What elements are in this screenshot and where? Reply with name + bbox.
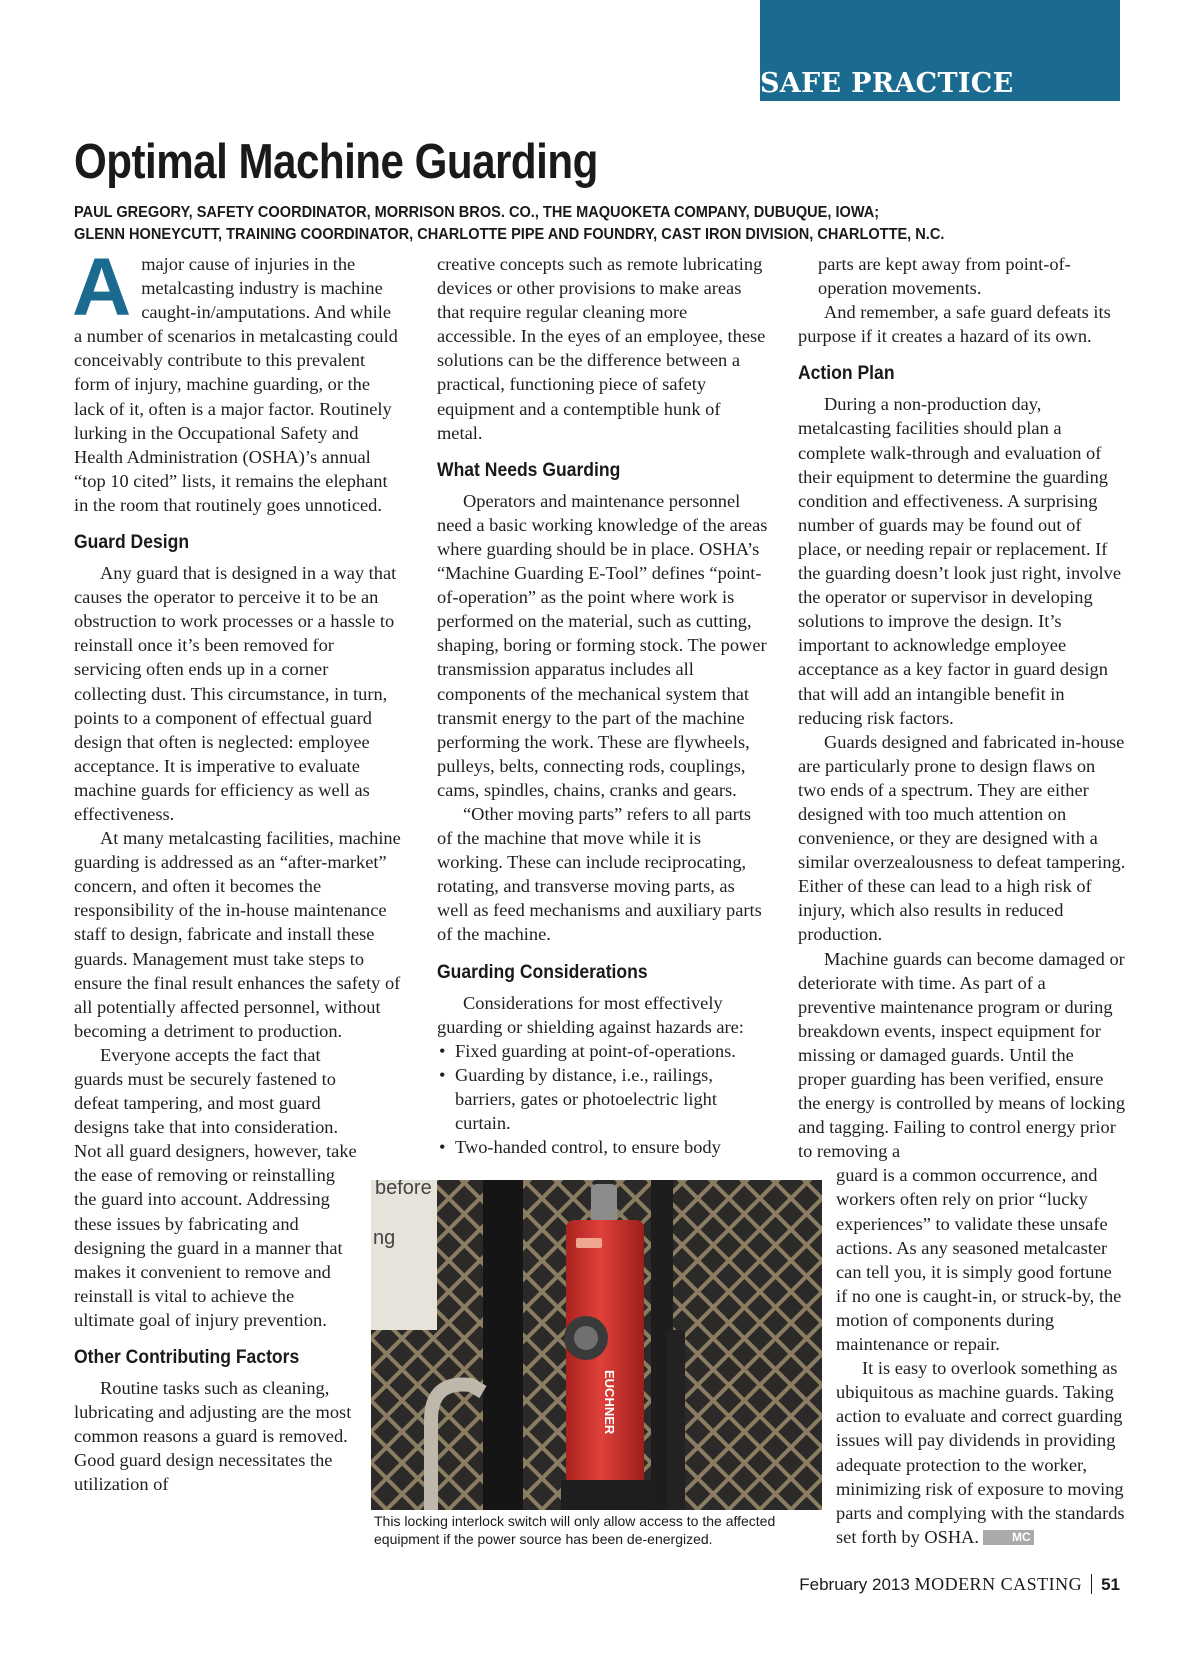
body-paragraph: parts are kept away from point-of-operation movements. xyxy=(818,254,1071,299)
body-paragraph: guard is a common occurrence, and workers often rely on prior “lucky experiences” to validate these unsafe actions. As any seasoned metalcaster can tell you, it is simply good fortune if no one is caught-in, or struck-by, the motion of components during maintenance or repair. xyxy=(836,1165,1122,1355)
body-paragraph: Everyone accepts the fact that guards must be securely fastened to defeat tampering, and most guard designs take that into consideration. Not all guard designers, however, take the ease of removing or reinstalling the guard into account. Addressing these issues by fabricating and designing the guard in a manner that makes it convenient to remove and reinstall is vital to achieve the ultimate goal of injury prevention. xyxy=(74,1044,357,1330)
steel-post xyxy=(483,1180,523,1510)
heading-other-factors: Other Contributing Factors xyxy=(74,1346,300,1369)
drop-cap: A xyxy=(72,242,132,333)
body-paragraph: Machine guards can become damaged or deteriorate with time. As part of a preventive maintenance program or during breakdown events, inspect equipment for missing or damaged guards. Until the proper guarding has been verified, ensure the energy is controlled by means of locking and tagging. Failing to control energy prior to removing a xyxy=(798,948,1126,1162)
list-item: • Guarding by distance, i.e., railings, barriers, gates or photoelectric light curtain. xyxy=(437,1063,769,1135)
switch-brand-label: EUCHNER xyxy=(602,1370,617,1435)
switch-mount xyxy=(561,1480,651,1510)
article-photo xyxy=(371,1180,822,1510)
intro-paragraph xyxy=(72,242,402,517)
heading-guarding-considerations: Guarding Considerations xyxy=(437,960,648,983)
body-paragraph: At many metalcasting facilities, machine guarding is addressed as an “after-market” concern, and often it becomes the responsibility of the in-house maintenance staff to design, fabricate and install these guards. Management must take steps to ensure the final result enhances the safety of all potentially affected personnel, without becoming a detriment to production. xyxy=(74,828,401,1041)
closing-text: It is easy to overlook something as ubiquitous as machine guards. Taking action to evaluate and correct guarding issues will pay dividends in providing adequate protection to the worker, minimizing risk of exposure to moving parts and complying with the standards set forth by OSHA. xyxy=(836,1358,1125,1547)
considerations-list xyxy=(437,1039,769,1159)
column-2 xyxy=(437,252,769,1159)
article-title: Optimal Machine Guarding xyxy=(74,135,598,189)
body-paragraph: During a non-production day, metalcasting facilities should plan a complete walk-through and evaluation of their equipment to determine the guarding condition and effectiveness. A surprising number of guards may be found out of place, or needing repair or replacement. If the guarding doesn’t look just right, involve the operator or supervisor in developing solutions to improve the design. It’s important to acknowledge employee acceptance as a key factor in guard design that will add an intangible benefit in reducing risk factors. xyxy=(798,394,1121,728)
body-paragraph: Routine tasks such as cleaning, lubricating and adjusting are the most common reasons a guard is removed. Good guard design necessitates the utilization of xyxy=(74,1378,352,1495)
intro-text: major cause of injuries in the metalcasting industry is machine caught-in/amputations. And while a number of scenarios in metalcasting could conceivably contribute to this prevalent form of injury, machine guarding, or the lack of it, often is a major factor. Routinely lurking in the Occupational Safety and Health Administration (OSHA)’s annual “top 10 cited” lists, it remains the elephant in the room that routinely goes unnoticed. xyxy=(74,254,398,515)
page-footer xyxy=(799,1574,1120,1595)
list-item: • Two-handed control, to ensure body xyxy=(437,1135,769,1159)
section-label: SAFE PRACTICE xyxy=(760,68,1014,99)
byline xyxy=(74,202,944,246)
switch-knob-center xyxy=(574,1326,598,1350)
body-paragraph: And remember, a safe guard defeats its purpose if it creates a hazard of its own. xyxy=(798,302,1111,347)
heading-action-plan: Action Plan xyxy=(798,362,895,385)
byline-author-2: GLENN HONEYCUTT, TRAINING COORDINATOR, CHARLOTTE PIPE AND FOUNDRY, CAST IRON DIVISION, CHARLOTTE, N.C. xyxy=(74,226,945,243)
indicator-light xyxy=(576,1238,602,1248)
steel-bar xyxy=(667,1330,685,1510)
body-paragraph: Considerations for most effectively guarding or shielding against hazards are: xyxy=(437,992,744,1037)
body-paragraph: Any guard that is designed in a way that causes the operator to perceive it to be an obstruction to work processes or a hassle to reinstall once it’s been removed for servicing often ends up in a corner collecting dust. This circumstance, in turn, points to a component of effectual guard design that often is neglected: employee acceptance. It is imperative to evaluate machine guards for efficiency as well as effectiveness. xyxy=(74,563,397,824)
heading-what-needs-guarding: What Needs Guarding xyxy=(437,458,621,481)
end-mark-badge: MC xyxy=(983,1530,1034,1545)
body-paragraph: creative concepts such as remote lubricating devices or other provisions to make areas that require regular cleaning more accessible. In the eyes of an employee, these solutions can be the difference between a practical, functioning piece of safety equipment and a contemptible hunk of metal. xyxy=(437,254,766,443)
body-paragraph: Guards designed and fabricated in-house are particularly prone to design flaws on two ends of a spectrum. They are either designed with too much attention on convenience, or they are designed with a similar overzealousness to defeat tampering. Either of these can lead to a high risk of injury, which also results in reduced production. xyxy=(798,731,1126,945)
column-3 xyxy=(798,252,1126,1549)
footer-divider xyxy=(1091,1574,1092,1594)
heading-guard-design: Guard Design xyxy=(74,531,190,554)
body-paragraph: “Other moving parts” refers to all parts of the machine that move while it is working. These can include reciprocating, rotating, and transverse moving parts, as well as feed mechanisms and auxiliary parts of the machine. xyxy=(437,803,762,945)
wrapped-text-block xyxy=(836,1163,1126,1549)
interlock-switch-photo xyxy=(371,1180,822,1510)
body-paragraph xyxy=(836,1356,1126,1549)
photo-caption: This locking interlock switch will only allow access to the affected equipment if the power source has been de-energized. xyxy=(374,1513,776,1547)
cable-gland xyxy=(591,1184,617,1224)
footer-publication: MODERN CASTING xyxy=(914,1574,1083,1594)
footer-date: February 2013 xyxy=(799,1575,910,1594)
wall-sign xyxy=(371,1180,437,1330)
column-1 xyxy=(72,242,402,1497)
page-number: 51 xyxy=(1101,1575,1120,1594)
body-paragraph: Operators and maintenance personnel need a basic working knowledge of the areas where guarding should be in place. OSHA’s “Machine Guarding E-Tool” defines “point-of-operation” as the point where work is performed on the material, such as cutting, shaping, boring or forming stock. The power transmission apparatus includes all components of the mechanical system that transmit energy to the part of the machine performing the work. These are flywheels, pulleys, belts, connecting rods, couplings, cams, spindles, chains, cranks and gears. xyxy=(437,490,768,800)
byline-author-1: PAUL GREGORY, SAFETY COORDINATOR, MORRISON BROS. CO., THE MAQUOKETA COMPANY, DUBUQUE, IOWA; xyxy=(74,204,880,221)
sign-text: before xyxy=(375,1180,432,1199)
list-item: • Fixed guarding at point-of-operations. xyxy=(437,1039,769,1063)
sign-text: ng xyxy=(373,1227,396,1249)
